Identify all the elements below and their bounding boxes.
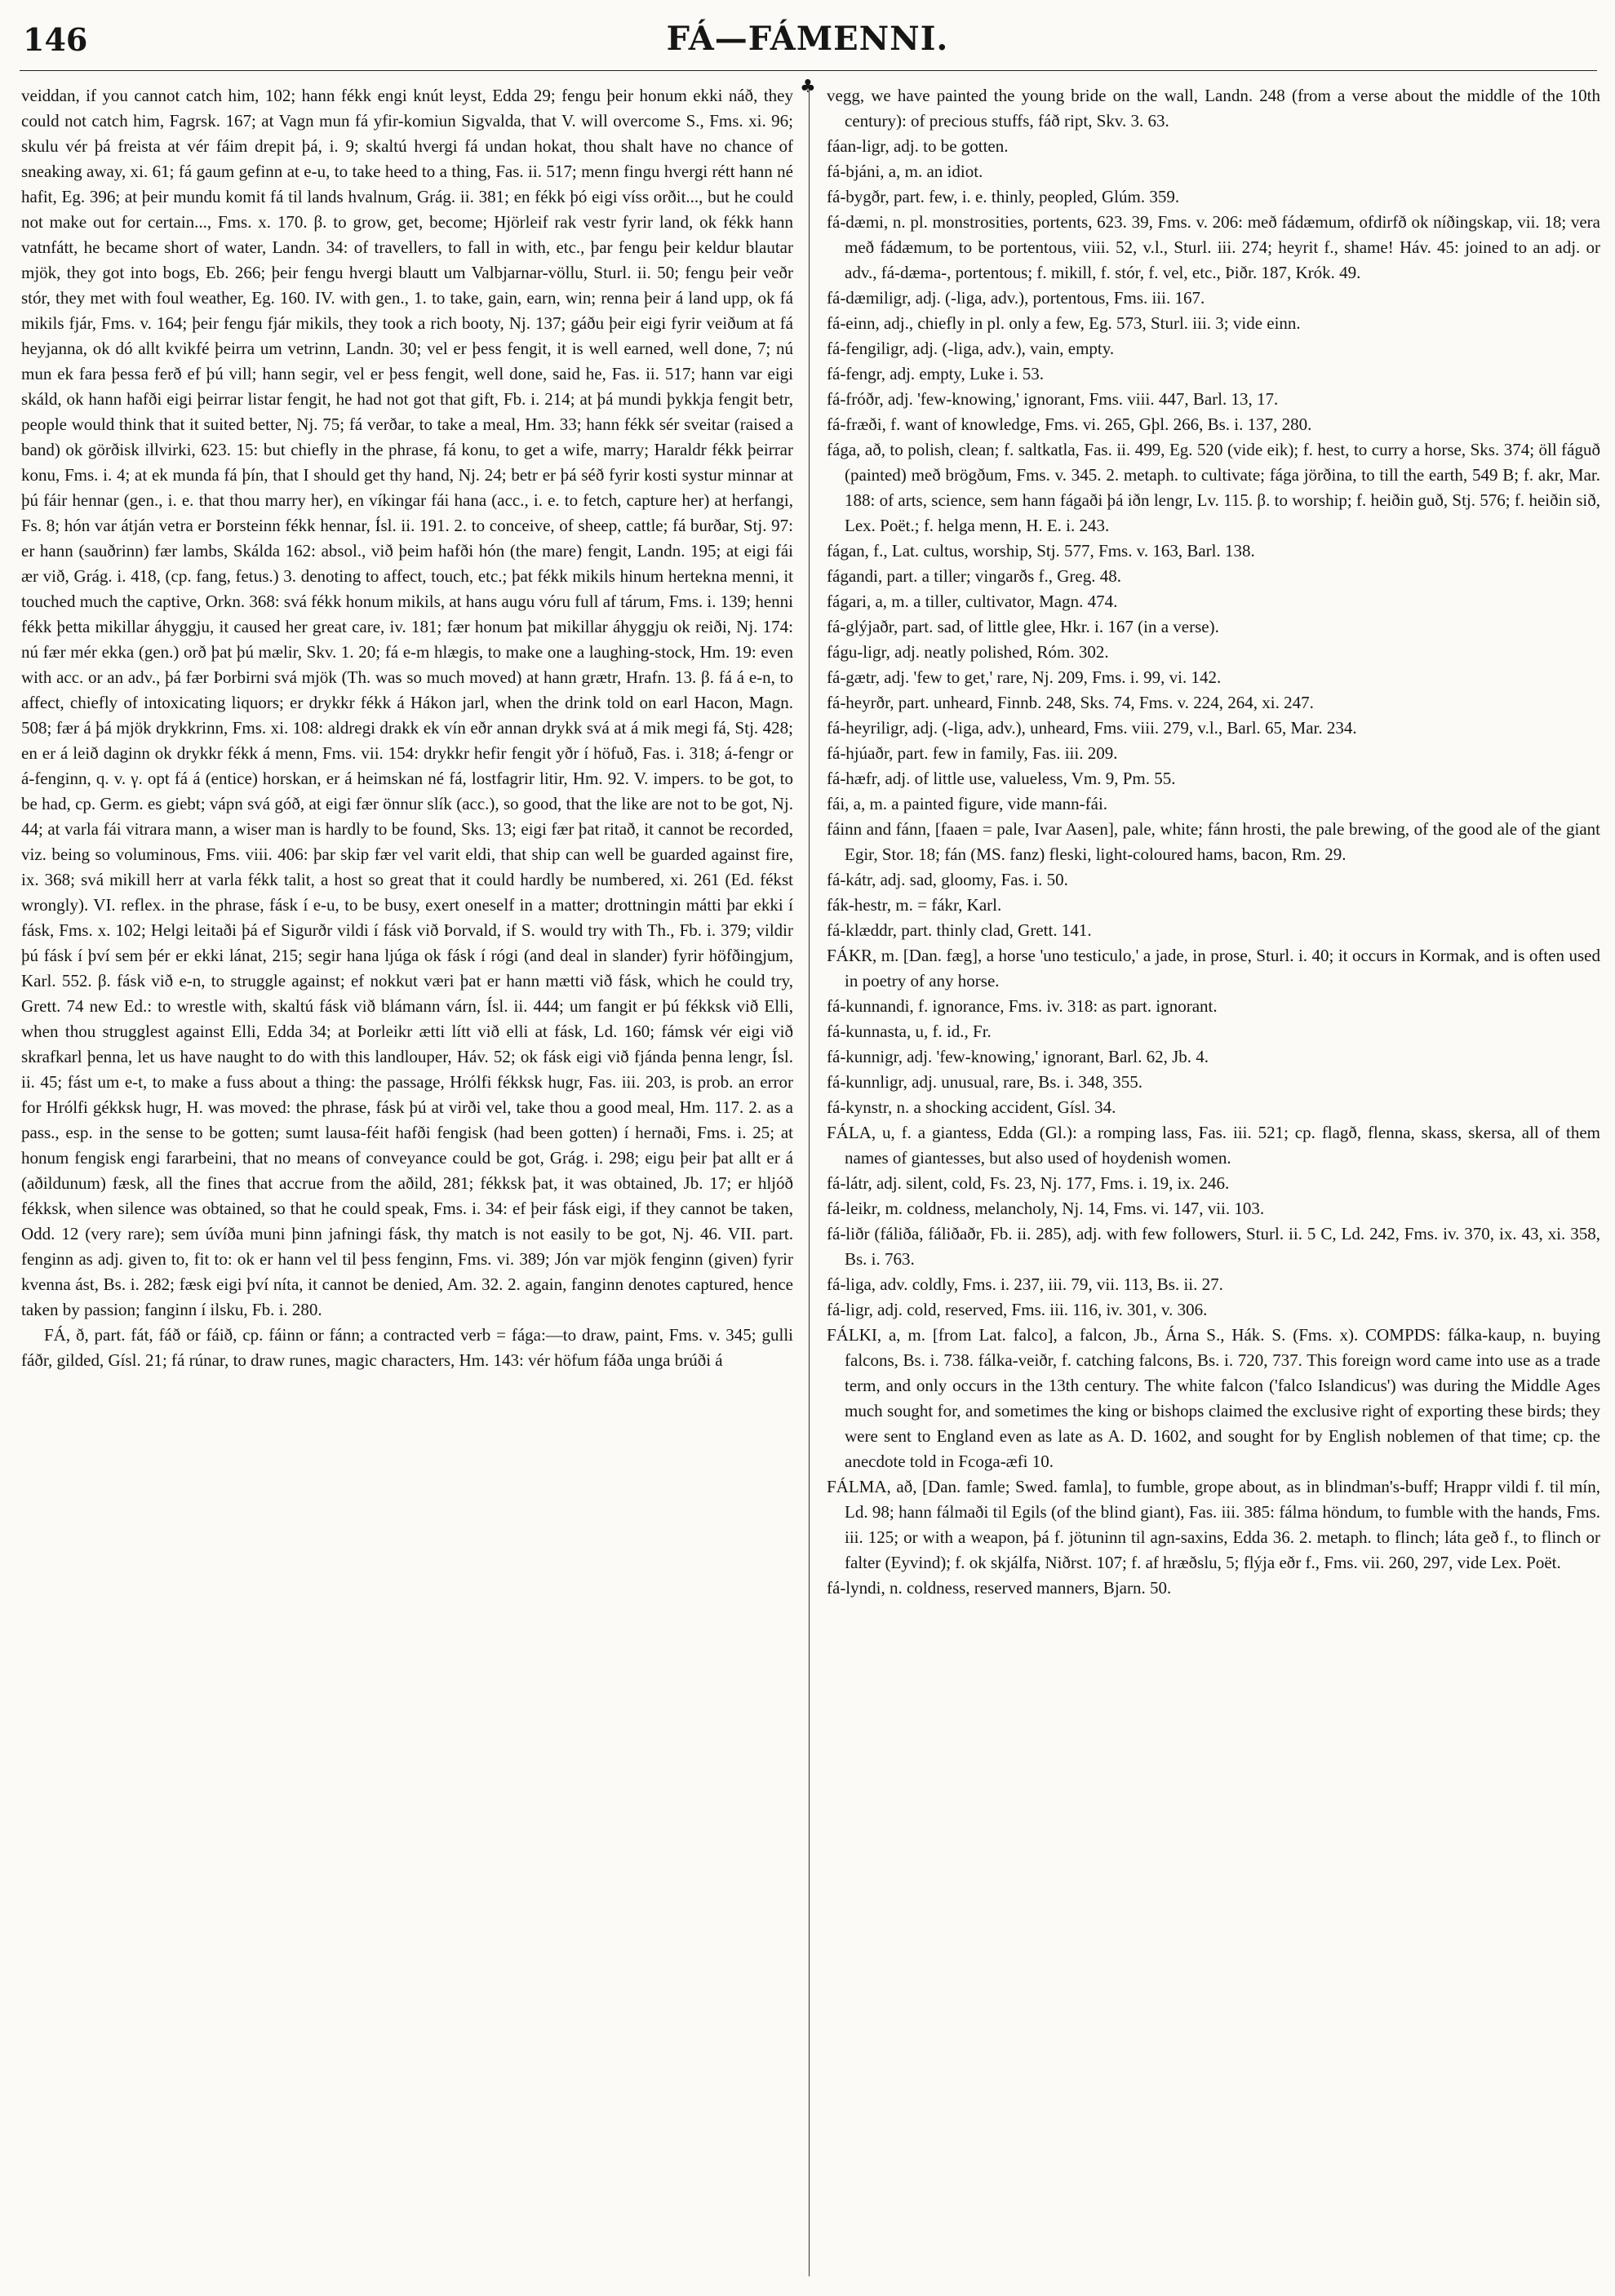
dictionary-entry: fá-heyrðr, part. unheard, Finnb. 248, Sks. 74, Fms. v. 224, 264, xi. 247. [827, 693, 1314, 712]
page-number: 146 [23, 21, 88, 58]
dictionary-entry: fák-hestr, m. = fákr, Karl. [827, 895, 1002, 915]
dictionary-entry: fá-heyriligr, adj. (-liga, adv.), unheard, Fms. viii. 279, v.l., Barl. 65, Mar. 234. [827, 718, 1357, 738]
dictionary-entry: fágu-ligr, adj. neatly polished, Róm. 302. [827, 642, 1109, 662]
dictionary-entry: fá-fengr, adj. empty, Luke i. 53. [827, 364, 1045, 383]
right-column [827, 83, 1600, 2278]
column-ornament: ♣ [800, 77, 816, 97]
dictionary-entry: FÁ, ð, part. fát, fáð or fáið, cp. fáinn or fánn; a contracted verb = fága:—to draw, paint, Fms. v. 345; gulli fáðr, gilded, Gísl. 21; fá rúnar, to draw runes, magic characters, Hm. 143: vér höfum fáða unga brúði á [21, 1325, 793, 1370]
dictionary-entry: fá-fengiligr, adj. (-liga, adv.), vain, empty. [827, 339, 1115, 358]
dictionary-entry: fá-lyndi, n. coldness, reserved manners, Bjarn. 50. [827, 1578, 1172, 1598]
column-divider [809, 90, 810, 2276]
dictionary-entry: fá-hjúaðr, part. few in family, Fas. iii. 209. [827, 743, 1118, 763]
dictionary-entry: fágan, f., Lat. cultus, worship, Stj. 577, Fms. v. 163, Barl. 138. [827, 541, 1255, 561]
dictionary-entry: fá-kunnandi, f. ignorance, Fms. iv. 318: as part. ignorant. [827, 996, 1218, 1016]
dictionary-entry: vegg, we have painted the young bride on the wall, Landn. 248 (from a verse about the middle of the 10th century): of precious stuffs, fáð ript, Skv. 3. 63. [827, 86, 1600, 131]
dictionary-entry: fá-fróðr, adj. 'few-knowing,' ignorant, Fms. viii. 447, Barl. 13, 17. [827, 389, 1279, 409]
dictionary-entry: veiddan, if you cannot catch him, 102; hann fékk engi knút leyst, Edda 29; fengu þeir honum ekki náð, they could not catch him, Fagrsk. 167; at Vagn mun fá yfir-komiun Sigvalda, that V. will overcome S., Fms. xi. 96; skulu vér þá freista at vér fáim drepit þá, i. 9; skaltú hvergi fá undan hokat, thou shalt have no chance of sneaking away, xi. 61; fá gaum gefinn at e-u, to take heed to a thing, Fas. ii. 517; menn fingu hvergi rétt hann né hafit, Eg. 396; at þeir mundu komit fá til lands hvalnum, Grág. ii. 381; en fékk þó eigi víss orðit..., but he could not make out for certain..., Fms. x. 170. β. to grow, get, become; Hjörleif rak vestr fyrir land, ok fékk hann vatnfátt, he became short of water, Landn. 34: of travellers, to fall in with, etc., þar fengu þeir keldur blautar mjök, they got into bogs, Eb. 266; þeir fengu hvergi blautt um Valbjarnar-völlu, Sturl. ii. 50; fengu þeir veðr stór, they met with foul weather, Eg. 160. IV. with gen., 1. to take, gain, earn, win; renna þeir á land upp, ok fá mikils fjár, Fms. v. 164; þeir fengu fjár mikils, they took a rich booty, Nj. 137; gáðu þeir eigi fyrir veiðum at fá heyjanna, ok dó allt kvikfé þeirra um vetrinn, Landn. 30; vel er þess fengit, it is well earned, well done, 7; nú mun ek fara þessa ferð ef þú vill; hann segir, vel er þess fengit, well done, said he, Fas. ii. 517; hann var eigi skáld, ok hann hafði eigi þeirrar listar fengit, he had not got that gift, Fb. i. 214; at þá mundi þykkja fengit betr, people would think that it suited better, Nj. 75; fá verðar, to take a meal, Hm. 33; hann fékk sér sveitar (raised a band) ok görðisk illvirki, 623. 15: but chiefly in the phrase, fá konu, to get a wife, marry; Haraldr fékk þeirrar konu, Fms. i. 4; at ek munda fá þín, that I should get thy hand, Nj. 24; betr er þá séð fyrir kosti systur minnar at þú fáir hennar (gen., i. e. that thou marry her), en víkingar fái hana (acc., i. e. to fetch, capture her) at herfangi, Fs. 8; hón var átján vetra er Þorsteinn fékk hennar, Ísl. ii. 191. 2. to conceive, of sheep, cattle; fá burðar, Stj. 97: er hann (sauðrinn) fær lambs, Skálda 162: absol., við þeim hafði hón (the mare) fengit, Landn. 195; at eigi fái ær við, Grág. i. 418, (cp. fang, fetus.) 3. denoting to affect, touch, etc.; þat fékk mikils hinum hertekna menni, it touched much the captive, Orkn. 368: svá fékk honum mikils, at hans augu vóru full af tárum, Fms. i. 139; henni fékk þetta mikillar áhyggju, it caused her great care, iv. 181; fær honum þat mikillar áhyggju ok reiði, Nj. 174: nú fær mér ekka (gen.) orð þat þú mælir, Skv. 1. 20; fá e-m hlægis, to make one a laughing-stock, Hm. 19: even with acc. or an adv., þá fær Þorbirni svá mjök (Th. was so much moved) at hann grætr, Hrafn. 13. β. fá á e-n, to affect, chiefly of intoxicating liquors; er drykkr fékk á Hákon jarl, when the drink told on earl Hacon, Magn. 508; fær á þá mjök drykkrinn, Fms. xi. 108: aldregi drakk ek vín eðr annan drykk svá at á mik megi fá, Stj. 428; en er á leið daginn ok drykkr fékk á menn, Fms. vii. 154: drykkr hefir fengit yðr í höfuð, Fas. i. 318; á-fengr or á-fenginn, q. v. γ. opt fá á (entice) horskan, er á heimskan né fá, lostfagrir litir, Hm. 92. V. impers. to be got, to be had, cp. Germ. es giebt; vápn svá góð, at eigi fær önnur slík (acc.), so good, that the like are not to be got, Nj. 44; at varla fái vitrara mann, a wiser man is hardly to be found, Sks. 13; eigi fær þat ritað, it cannot be recorded, viz. being so voluminous, Fms. viii. 406: þar skip fær vel varit eldi, that ship can well be guarded against fire, ix. 368; svá mikill herr at varla fékk talit, a host so great that it could hardly be numbered, xi. 261 (Ed. fékst wrongly). VI. reflex. in the phrase, fásk í e-u, to be busy, exert oneself in a matter; drottningin mátti þar ekki í fásk, Fms. x. 102; Helgi leitaði þá ef Sigurðr vildi í fásk við Þorvald, if S. would try with Th., Fb. i. 379; vildir þú fásk í því sem þér er ekki lánat, 215; segir hana ljúga ok fásk í rógi (and deal in slander) fyrir höfðingjum, Karl. 552. β. fásk við e-n, to struggle against; ef nokkut væri þat er hann mætti við fásk, which he could try, Grett. 74 new Ed.: to wrestle with, skaltú fásk við blámann várn, Ísl. ii. 444; um fangit er þú fékksk við Elli, when thou strugglest against Elli, Edda 34; at Þorleikr ætti lítt við elli at fásk, Ld. 160; fámsk vér eigi við skrafkarl þenna, let us have naught to do with this landlouper, Háv. 52; ok fásk eigi við fjánda þenna lengr, Ísl. ii. 45; fást um e-t, to make a fuss about a thing: the passage, Hrólfi fékksk hugr, Fas. iii. 203, is prob. an error for Hrólfi gékksk hugr, H. was moved: the phrase, fásk þú at virði vel, take thou a good meal, Hm. 117. 2. as a pass., esp. in the sense to be gotten; sumt lausa-féit hafði fengisk (had been gotten) í hernaði, Fms. i. 25; at honum fengisk engi fararbeini, that no means of conveyance could be got, Grág. i. 298; eigu þeir þat allt er á (aðildunum) fæsk, all the fines that accrue from the aðild, 281; fékksk þat, it was obtained, Jb. 17; er hljóð fékksk, when silence was obtained, so that he could speak, Fms. i. 34: ef þeir fásk eigi, if they cannot be taken, Odd. 12 (very rare); sem úvíða muni þinn jafningi fásk, thy match is not easily to be got, Nj. 46. VII. part. fenginn as adj. given to, fit to: ok er hann vel til þess fenginn, Fms. vi. 389; Jón var mjök fenginn (given) fyrir kvenna ást, Bs. i. 282; fæsk eigi því níta, it cannot be denied, Am. 32. 2. again, fanginn denotes captured, hence taken by passion; fanginn í ilsku, Fb. i. 280. [21, 86, 793, 1319]
dictionary-entry: fá-ligr, adj. cold, reserved, Fms. iii. 116, iv. 301, v. 306. [827, 1300, 1208, 1319]
dictionary-entry: fá-leikr, m. coldness, melancholy, Nj. 14, Fms. vi. 147, vii. 103. [827, 1199, 1265, 1218]
dictionary-entry: FÁLMA, að, [Dan. famle; Swed. famla], to fumble, grope about, as in blindman's-buff; Hrappr vildi f. til mín, Ld. 98; hann fálmaði til Egils (of the blind giant), Fas. iii. 385: fálma höndum, to fumble with the hands, Fms. iii. 125; or with a weapon, þá f. jötuninn til agn-saxins, Edda 36. 2. metaph. to flinch; láta geð f., to flinch or falter (Eyvind); f. ok skjálfa, Niðrst. 107; f. af hræðslu, 5; flýja eðr f., Fms. vii. 260, 297, vide Lex. Poët. [827, 1477, 1600, 1572]
dictionary-entry: fá-kynstr, n. a shocking accident, Gísl. 34. [827, 1097, 1116, 1117]
dictionary-entry: fáinn and fánn, [faaen = pale, Ivar Aasen], pale, white; fánn hrosti, the pale brewing, of the good ale of the giant Egir, Stor. 18; fán (MS. fanz) fleski, light-coloured hams, bacon, Rm. 29. [827, 819, 1600, 864]
dictionary-entry: FÁLA, u, f. a giantess, Edda (Gl.): a romping lass, Fas. iii. 521; cp. flagð, flenna, skass, skersa, all of them names of giantesses, but also used of hoydenish women. [827, 1123, 1600, 1168]
dictionary-entry: fá-dæmi, n. pl. monstrosities, portents, 623. 39, Fms. v. 206: með fádæmum, ofdirfð ok níðingskap, vii. 18; vera með fádæmum, to be portentous, viii. 52, v.l., Sturl. iii. 274; heyrit f., shame! Háv. 45: joined to an adj. or adv., fá-dæma-, portentous; f. mikill, f. stór, f. vel, etc., Þiðr. 187, Krók. 49. [827, 212, 1600, 282]
dictionary-entry: fágari, a, m. a tiller, cultivator, Magn. 474. [827, 592, 1118, 611]
dictionary-entry: fáan-ligr, adj. to be gotten. [827, 136, 1009, 156]
dictionary-entry: fá-fræði, f. want of knowledge, Fms. vi. 265, Gþl. 266, Bs. i. 137, 280. [827, 414, 1312, 434]
running-head: FÁ—FÁMENNI. [666, 20, 949, 58]
dictionary-entry: fá-bygðr, part. few, i. e. thinly, peopled, Glúm. 359. [827, 187, 1180, 206]
dictionary-entry: fá-liga, adv. coldly, Fms. i. 237, iii. 79, vii. 113, Bs. ii. 27. [827, 1274, 1223, 1294]
dictionary-entry: fá-hæfr, adj. of little use, valueless, Vm. 9, Pm. 55. [827, 769, 1176, 788]
dictionary-entry: fá-gætr, adj. 'few to get,' rare, Nj. 209, Fms. i. 99, vi. 142. [827, 667, 1222, 687]
dictionary-entry: fá-kunnasta, u, f. id., Fr. [827, 1022, 992, 1041]
dictionary-entry: fá-bjáni, a, m. an idiot. [827, 162, 983, 181]
dictionary-entry: fá-klæddr, part. thinly clad, Grett. 141. [827, 920, 1092, 940]
header-rule [20, 70, 1597, 71]
page-header [0, 0, 1615, 73]
dictionary-entry: FÁKR, m. [Dan. fæg], a horse 'uno testiculo,' a jade, in prose, Sturl. i. 40; it occurs in Kormak, and is often used in poetry of any horse. [827, 946, 1600, 991]
dictionary-entry: fá-dæmiligr, adj. (-liga, adv.), portentous, Fms. iii. 167. [827, 288, 1205, 308]
dictionary-entry: fá-liðr (fáliða, fáliðaðr, Fb. ii. 285), adj. with few followers, Sturl. ii. 5 C, Ld. 242, Fms. iv. 370, ix. 43, xi. 358, Bs. i. 763. [827, 1224, 1600, 1269]
dictionary-entry: fái, a, m. a painted figure, vide mann-fái. [827, 794, 1108, 813]
dictionary-entry: fága, að, to polish, clean; f. saltkatla, Fas. ii. 499, Eg. 520 (vide eik); f. hest, to curry a horse, Sks. 374; öll fáguð (painted) með brögðum, Fms. v. 345. 2. metaph. to cultivate; fága jörðina, to till the earth, 549 B; f. akr, Mar. 188: of arts, science, sem hann fágaði þá iðn lengr, Lv. 115. β. to worship; f. heiðin guð, Stj. 576; f. heiðin sið, Lex. Poët.; f. helga menn, H. E. i. 243. [827, 440, 1600, 535]
dictionary-entry: fá-látr, adj. silent, cold, Fs. 23, Nj. 177, Fms. i. 19, ix. 246. [827, 1173, 1230, 1193]
dictionary-entry: fá-kunnligr, adj. unusual, rare, Bs. i. 348, 355. [827, 1072, 1143, 1092]
left-column [21, 83, 793, 2278]
dictionary-entry: fá-glýjaðr, part. sad, of little glee, Hkr. i. 167 (in a verse). [827, 617, 1219, 636]
dictionary-entry: fá-einn, adj., chiefly in pl. only a few, Eg. 573, Sturl. iii. 3; vide einn. [827, 313, 1301, 333]
dictionary-entry: fá-kunnigr, adj. 'few-knowing,' ignorant, Barl. 62, Jb. 4. [827, 1047, 1209, 1066]
dictionary-entry: fá-kátr, adj. sad, gloomy, Fas. i. 50. [827, 870, 1068, 889]
dictionary-entry: FÁLKI, a, m. [from Lat. falco], a falcon, Jb., Árna S., Hák. S. (Fms. x). COMPDS: fálka-kaup, n. buying falcons, Bs. i. 738. fálka-veiðr, f. catching falcons, Bs. i. 720, 737. This foreign word came into use as a trade term, and only occurs in the 13th century. The white falcon ('falco Islandicus') was during the Middle Ages much sought for, and sometimes the king or bishops claimed the exclusive right of exporting these birds; they were sent to England even as late as A. D. 1602, and sought for by English noblemen of that time; cp. the anecdote told in Fcoga-æfi 10. [827, 1325, 1600, 1471]
dictionary-entry: fágandi, part. a tiller; vingarðs f., Greg. 48. [827, 566, 1121, 586]
